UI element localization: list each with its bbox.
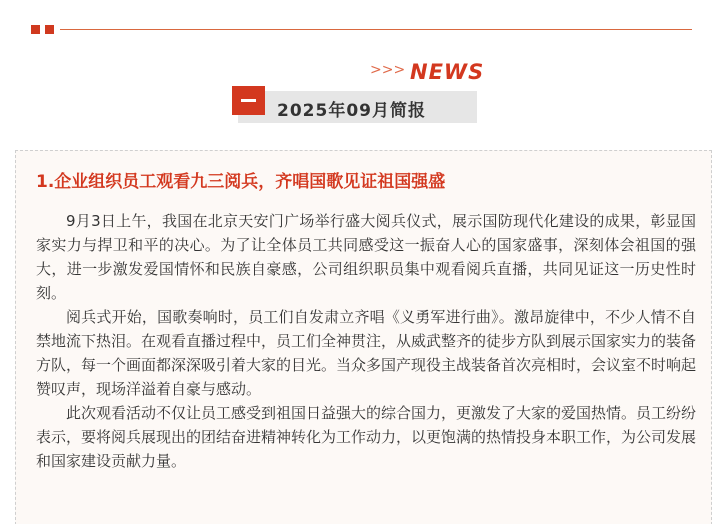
article-body: [36, 209, 696, 473]
decor-square: [31, 25, 40, 34]
article-paragraph: 此次观看活动不仅让员工感受到祖国日益强大的综合国力，更激发了大家的爱国热情。员工纷纷表示，要将阅兵展现出的团结奋进精神转化为工作动力，以更饱满的热情投身本职工作，为公司发展和国家建设贡献力量。: [36, 404, 697, 470]
chevrons-icon: >>>: [370, 62, 406, 78]
briefing-title: 2025年09月简报: [277, 101, 426, 121]
article-card: [15, 150, 712, 524]
minus-icon: [232, 86, 265, 115]
news-label: NEWS: [410, 60, 485, 84]
article-headline: 1.企业组织员工观看九三阅兵，齐唱国歌见证祖国强盛: [36, 172, 446, 192]
article-paragraph: 9月3日上午，我国在北京天安门广场举行盛大阅兵仪式，展示国防现代化建设的成果，彰显国家实力与捍卫和平的决心。为了让全体员工共同感受这一振奋人心的国家盛事，深刻体会祖国的强大，进一步激发爱国情怀和民族自豪感，公司组织职员集中观看阅兵直播，共同见证这一历史性时刻。: [36, 212, 696, 302]
article-paragraph: 阅兵式开始，国歌奏响时，员工们自发肃立齐唱《义勇军进行曲》。激昂旋律中，不少人情不自禁地流下热泪。在观看直播过程中，员工们全神贯注，从威武整齐的徒步方队到展示国家实力的装备方队，每一个画面都深深吸引着大家的目光。当众多国产现役主战装备首次亮相时，会议室不时响起赞叹声，现场洋溢着自豪与感动。: [36, 308, 697, 398]
decor-square: [45, 25, 54, 34]
top-divider: [60, 29, 692, 30]
